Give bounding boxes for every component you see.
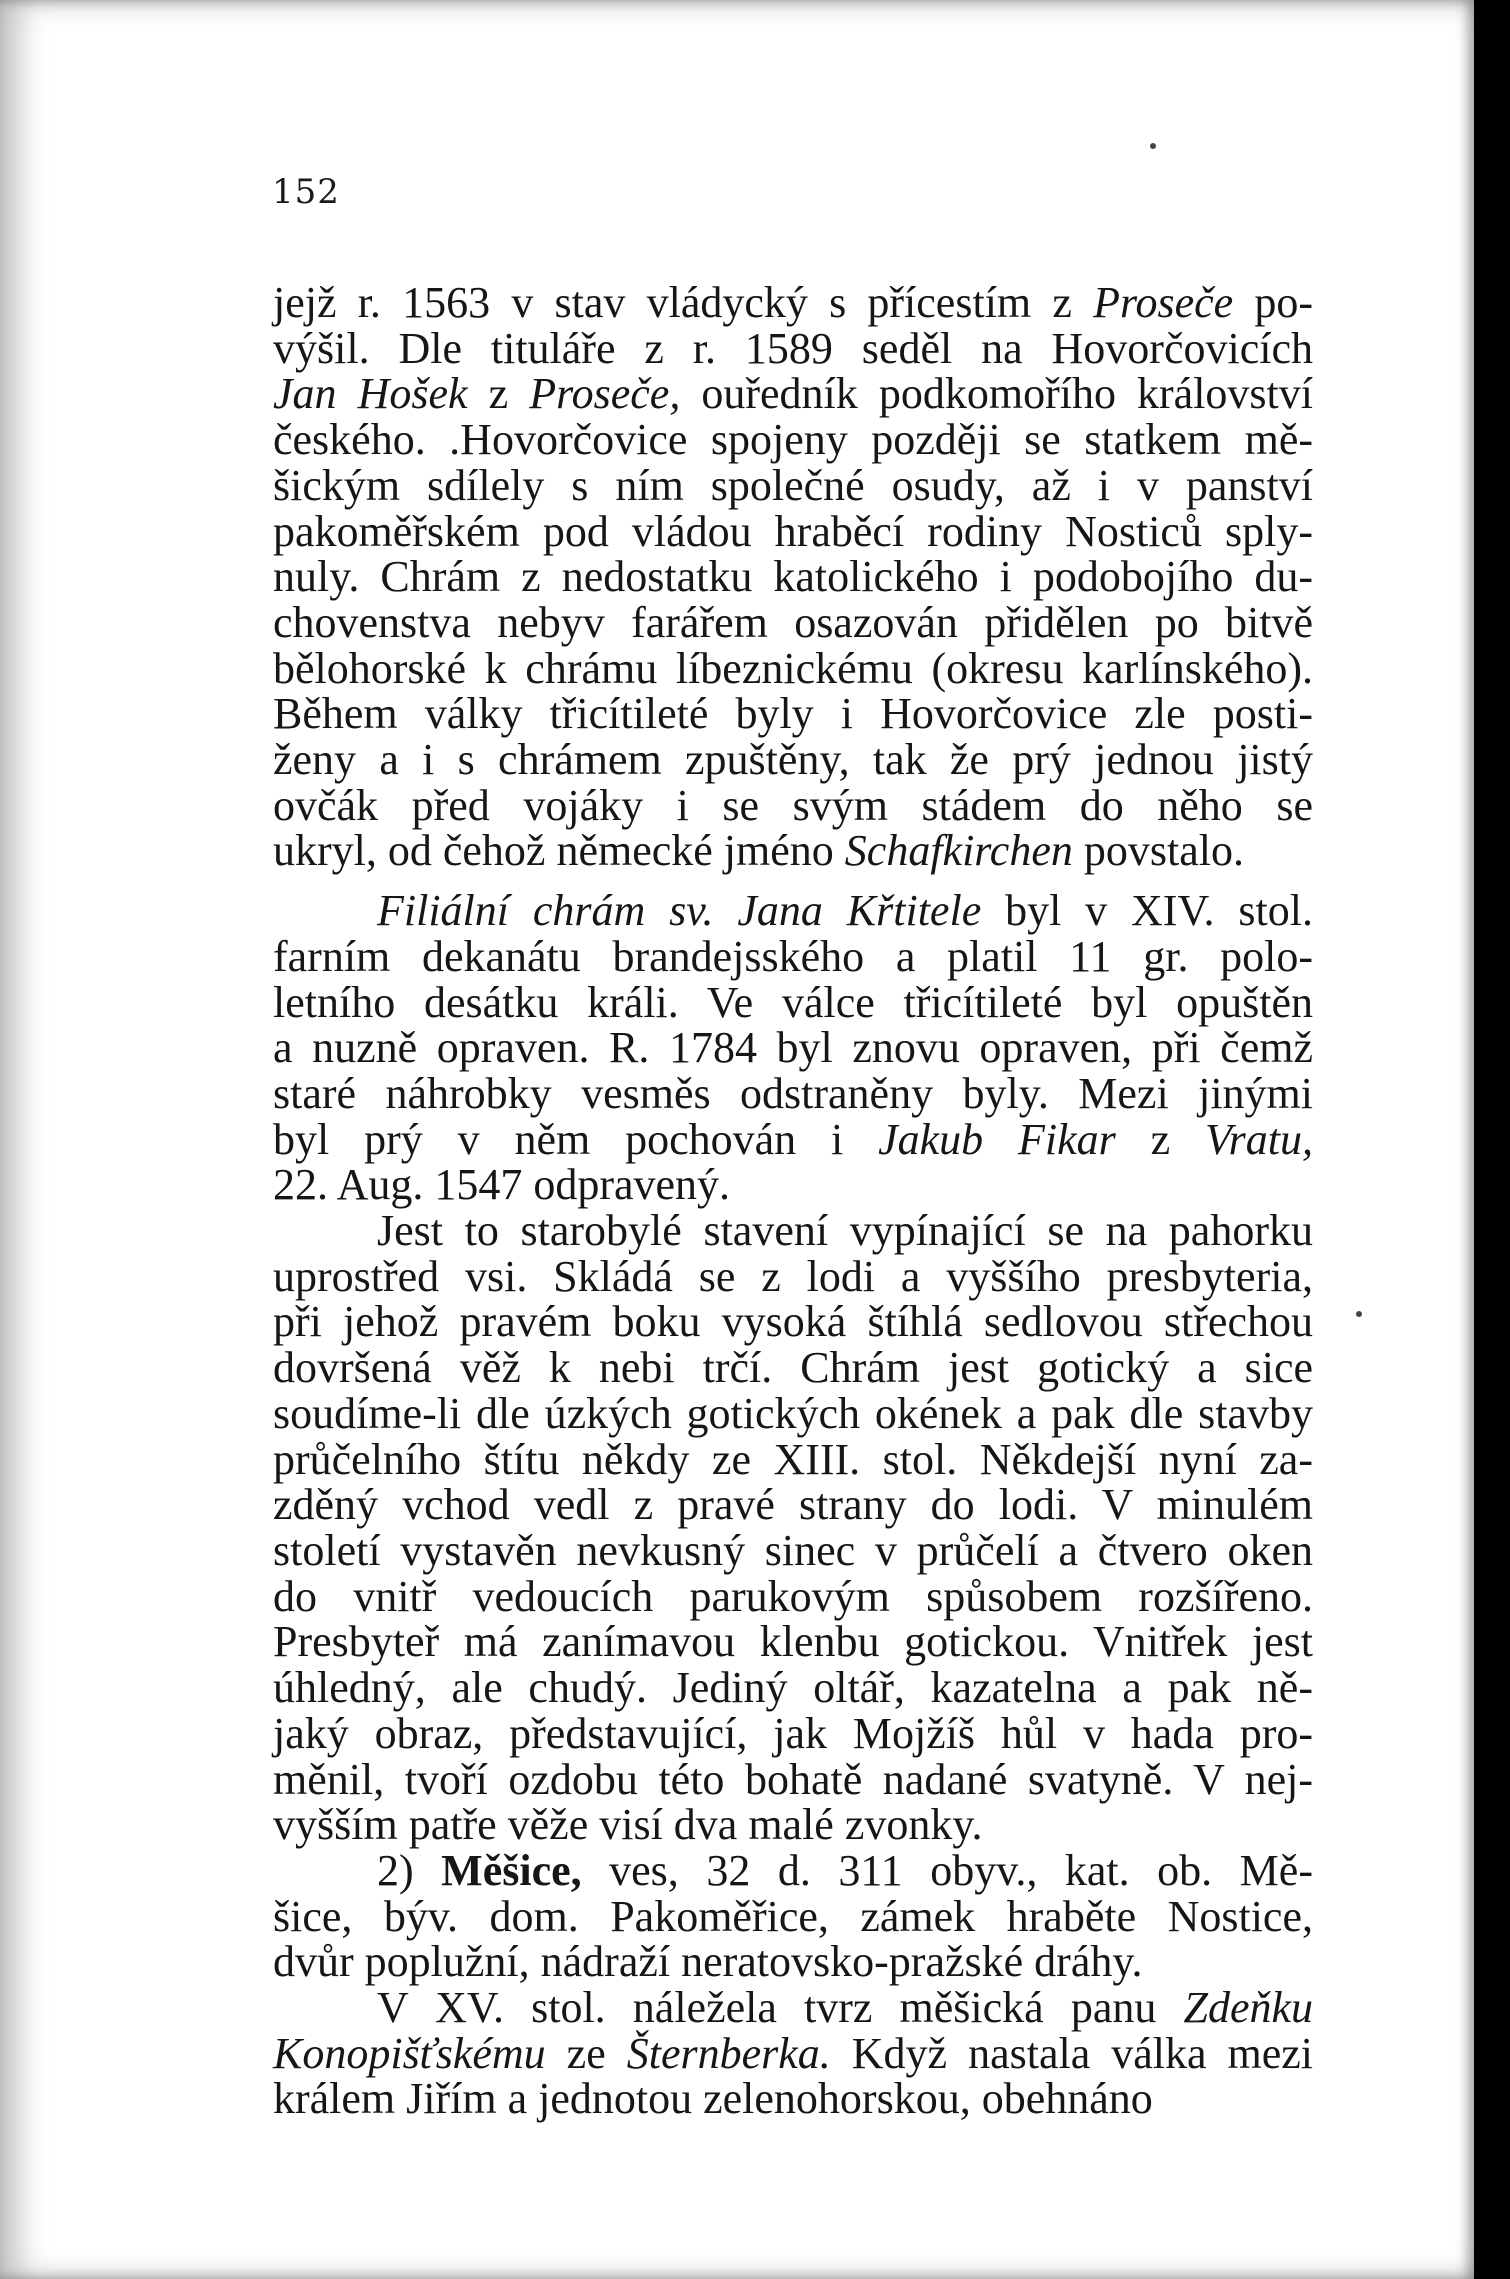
text-line	[273, 1434, 1313, 1484]
text-segment: Během války třicítileté byly i Hovorčovice zle posti-	[273, 689, 1313, 739]
text-segment: ukryl, od čehož německé jméno	[273, 826, 845, 876]
text-segment: ovčák před vojáky i se svým stádem do něho se	[273, 780, 1313, 830]
italic-text: Jakub Fikar	[878, 1114, 1116, 1164]
text-line	[273, 780, 1313, 830]
text-line	[273, 977, 1313, 1027]
text-segment: dovršená věž k nebi trčí. Chrám jest gotický a sice	[273, 1343, 1313, 1393]
text-segment: výšil. Dle tituláře z r. 1589 seděl na Hovorčovicích	[273, 323, 1313, 373]
text-line	[273, 1525, 1313, 1575]
text-line	[273, 1025, 1313, 1071]
paragraph-5	[273, 1985, 1313, 2122]
text-line	[273, 737, 1313, 783]
text-line	[273, 1299, 1313, 1345]
text-line	[273, 1985, 1313, 2031]
italic-text: Schafkirchen	[844, 826, 1073, 876]
text-line	[273, 1251, 1313, 1301]
text-line	[273, 1114, 1314, 1164]
text-line	[273, 643, 1313, 693]
text-line	[273, 2028, 1313, 2078]
text-line	[273, 1891, 1313, 1941]
text-segment: století vystavěn nevkusný sinec v průčelí a čtvero oken	[273, 1525, 1313, 1575]
text-segment: ouředník podkomořího království	[680, 369, 1313, 419]
body-text	[273, 280, 1313, 2122]
text-segment: pakoměřském pod vládou hraběcí rodiny Nosticů sply-	[273, 506, 1313, 556]
text-line	[273, 1708, 1313, 1758]
page-number: 152	[272, 172, 340, 212]
text-line	[273, 1802, 1313, 1848]
text-segment: 2)	[377, 1845, 442, 1895]
text-line	[273, 1345, 1313, 1391]
text-line	[273, 1754, 1313, 1804]
text-line	[273, 1208, 1313, 1254]
text-line	[273, 597, 1313, 647]
text-segment: dvůr poplužní, nádraží neratovsko-pražské dráhy.	[273, 1937, 1143, 1987]
italic-text: Šternberka.	[626, 2028, 831, 2078]
text-segment: Jest to starobylé stavení vypínající se na pahorku	[377, 1206, 1313, 1256]
italic-text: Proseče	[1093, 278, 1234, 327]
text-segment: Když nastala válka mezi	[830, 2028, 1313, 2078]
text-segment: ženy a i s chrámem zpuštěny, tak že prý jednou jistý	[273, 735, 1313, 785]
text-line	[273, 323, 1313, 373]
scan-speck	[1150, 143, 1156, 149]
text-segment: staré náhrobky vesměs odstraněny byly. Mezi jinými	[273, 1068, 1313, 1118]
italic-text: Zdeňku	[1183, 1983, 1313, 2033]
text-segment: 22. Aug. 1547 odpravený.	[273, 1160, 731, 1210]
text-segment: jaký obraz, představující, jak Mojžíš hůl v hada pro-	[273, 1708, 1313, 1758]
text-line	[273, 691, 1313, 737]
text-segment: do vnitř vedoucích parukovým spůsobem rozšířeno.	[273, 1571, 1313, 1621]
text-segment: a nuzně opraven. R. 1784 byl znovu opraven, při čemž	[273, 1023, 1313, 1073]
bold-text: Měšice,	[441, 1845, 582, 1895]
text-segment: z	[1115, 1114, 1206, 1164]
text-line	[273, 371, 1313, 417]
text-segment: byl prý v něm pochován i	[273, 1114, 879, 1164]
text-segment: nuly. Chrám z nedostatku katolického i podobojího du-	[273, 552, 1313, 602]
text-segment: úhledný, ale chudý. Jediný oltář, kazatelna a pak ně-	[273, 1663, 1313, 1713]
text-line	[273, 828, 1313, 874]
text-segment: zděný vchod vedl z pravé strany do lodi. V minulém	[273, 1480, 1313, 1530]
text-segment: ves, 32 d. 311 obyv., kat. ob. Mě-	[581, 1845, 1313, 1895]
paragraph-3	[273, 1208, 1313, 1848]
text-segment: českého. .Hovorčovice spojeny později se statkem mě-	[273, 415, 1313, 465]
text-segment: letního desátku králi. Ve válce třicítileté byl opuštěn	[273, 977, 1313, 1027]
text-line	[273, 506, 1313, 556]
text-segment: ze	[545, 2028, 627, 2078]
text-line	[273, 1482, 1313, 1528]
text-segment: po-	[1233, 278, 1314, 327]
text-line	[273, 1571, 1313, 1621]
text-line	[273, 1939, 1313, 1985]
text-segment: jejž r. 1563 v stav vládycký s přícestím z	[273, 278, 1094, 327]
text-line	[273, 931, 1313, 981]
italic-text: Filiální chrám sv. Jana Křtitele	[377, 886, 982, 936]
text-segment: měnil, tvoří ozdobu této bohatě nadané svatyně. V nej-	[273, 1754, 1313, 1804]
text-segment: z	[467, 369, 530, 419]
text-line	[273, 888, 1313, 934]
text-line	[273, 2076, 1313, 2122]
text-segment: farním dekanátu brandejsského a platil 11 gr. polo-	[273, 931, 1313, 981]
text-line	[273, 1388, 1313, 1438]
text-segment: uprostřed vsi. Skládá se z lodi a vyššího presbyteria,	[273, 1251, 1313, 1301]
text-segment: V XV. stol. náležela tvrz měšická panu	[377, 1983, 1184, 2033]
text-segment: průčelního štítu někdy ze XIII. stol. Někdejší nyní za-	[273, 1434, 1313, 1484]
text-segment: chovenstva nebyv farářem osazován přidělen po bitvě	[273, 597, 1313, 647]
text-segment: povstalo.	[1072, 826, 1244, 876]
text-line	[273, 1619, 1313, 1665]
italic-text: Vratu,	[1205, 1114, 1314, 1164]
text-line	[273, 1068, 1313, 1118]
italic-text: Jan Hošek	[273, 369, 468, 419]
text-segment: šice, býv. dom. Pakoměřice, zámek hraběte Nostice,	[273, 1891, 1313, 1941]
paragraph-2	[273, 888, 1313, 1208]
text-segment: při jehož pravém boku vysoká štíhlá sedlovou střechou	[273, 1297, 1313, 1347]
text-line	[273, 417, 1313, 463]
text-line	[273, 460, 1313, 510]
text-segment: byl v XIV. stol.	[981, 886, 1313, 936]
text-line	[273, 554, 1313, 600]
italic-text: Proseče,	[529, 369, 681, 419]
paragraph-1	[273, 280, 1313, 874]
italic-text: Konopišťskému	[273, 2028, 546, 2078]
text-line	[273, 1845, 1313, 1895]
paragraph-4	[273, 1845, 1313, 1987]
text-segment: bělohorské k chrámu líbeznickému (okresu karlínského).	[273, 643, 1313, 693]
text-line	[273, 1665, 1313, 1711]
text-line	[273, 280, 1313, 326]
text-segment: soudíme-li dle úzkých gotických okének a pak dle stavby	[273, 1388, 1313, 1438]
scan-speck	[1356, 1311, 1362, 1317]
text-segment: šickým sdílely s ním společné osudy, až i v panství	[273, 460, 1313, 510]
text-segment: Presbyteř má zanímavou klenbu gotickou. Vnitřek jest	[273, 1617, 1313, 1667]
text-segment: vyšším patře věže visí dva malé zvonky.	[273, 1800, 983, 1850]
text-line	[273, 1162, 1313, 1208]
text-segment: králem Jiřím a jednotou zelenohorskou, obehnáno	[273, 2074, 1153, 2124]
